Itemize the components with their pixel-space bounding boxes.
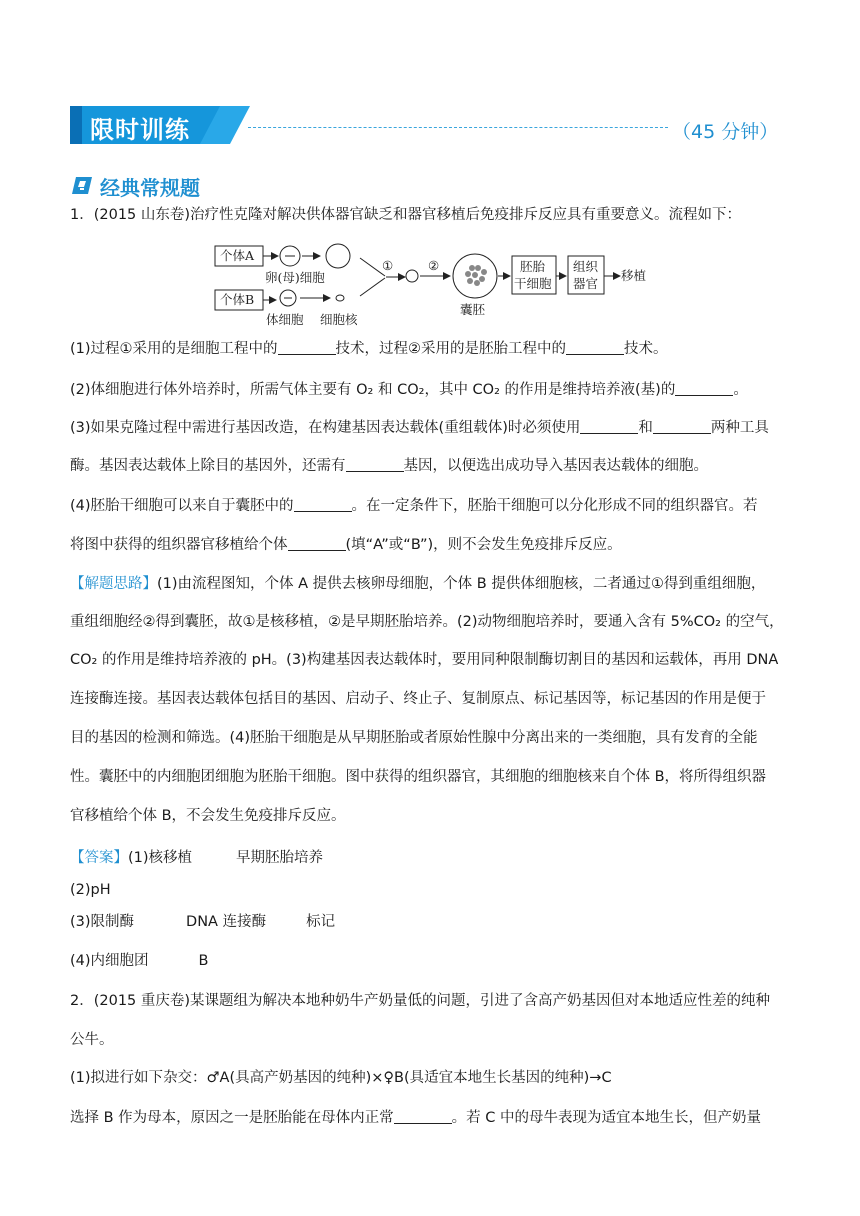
q2-stem: 2．(2015 重庆卷)某课题组为解决本地种奶牛产奶量低的问题，引进了含高产奶基因但对本地适应性差的纯种: [70, 993, 771, 1009]
blank[interactable]: [580, 419, 638, 435]
cloning-flow-diagram: [210, 238, 670, 330]
diagram-transplant: 移植: [621, 268, 647, 283]
diagram-egg-label: 卵(母)细胞: [265, 270, 325, 285]
q1-part1: (1)过程①采用的是细胞工程中的 技术，过程②采用的是胚胎工程中的 技术。: [70, 341, 668, 357]
blank[interactable]: [394, 1109, 452, 1125]
analysis-line: 连接酶连接。基因表达载体包括目的基因、启动子、终止子、复制原点、标记基因等，标记基因的作用是便于: [70, 691, 766, 707]
section-icon: [72, 174, 94, 196]
analysis-line: CO₂ 的作用是维持培养液的 pH。(3)构建基因表达载体时，要用同种限制酶切割目的基因和运载体，再用 DNA: [70, 652, 779, 668]
diagram-individual-b: 个体B: [220, 292, 255, 307]
diagram-organ-1: 组织: [573, 259, 599, 274]
q1-part2: (2)体细胞进行体外培养时，所需气体主要有 O₂ 和 CO₂，其中 CO₂ 的作用是维持培养液(基)的 。: [70, 382, 748, 398]
analysis-label: 【解题思路】: [70, 576, 157, 592]
answer-line-2: (2)pH: [70, 882, 111, 898]
section-banner-title: 限时训练: [90, 116, 190, 144]
q2-part1-cont: 选择 B 作为母本，原因之一是胚胎能在母体内正常 。若 C 中的母牛表现为适宜本地生长，但产奶量: [70, 1110, 762, 1126]
analysis-line: 重组细胞经②得到囊胚，故①是核移植，②是早期胚胎培养。(2)动物细胞培养时，要通入含有 5%CO₂ 的空气，: [70, 614, 784, 630]
diagram-step2: ②: [428, 258, 440, 273]
diagram-blastocyst: 囊胚: [460, 302, 486, 317]
diagram-stem-cell-2: 干细胞: [514, 276, 552, 291]
diagram-stem-cell-1: 胚胎: [520, 259, 546, 274]
q1-part3: (3)如果克隆过程中需进行基因改造，在构建基因表达载体(重组载体)时必须使用 和 两种工具: [70, 420, 769, 436]
analysis-line: 【解题思路】(1)由流程图知，个体 A 提供去核卵母细胞，个体 B 提供体细胞核，二者通过①得到重组细胞，: [70, 576, 766, 592]
q2-stem-cont: 公牛。: [70, 1032, 114, 1048]
blank[interactable]: [294, 497, 352, 513]
blank[interactable]: [675, 381, 733, 397]
answer-line-1: 【答案】(1)核移植 早期胚胎培养: [70, 850, 324, 866]
blank[interactable]: [653, 419, 711, 435]
diagram-step1: ①: [382, 258, 394, 273]
answer-line-3: (3)限制酶 DNA 连接酶 标记: [70, 914, 336, 930]
header-divider: [248, 127, 668, 128]
blank[interactable]: [278, 340, 336, 356]
section-title: 经典常规题: [100, 176, 200, 200]
q1-part4: (4)胚胎干细胞可以来自于囊胚中的 。在一定条件下，胚胎干细胞可以分化形成不同的组织器官。若: [70, 498, 758, 514]
answer-label: 【答案】: [70, 850, 128, 866]
blank[interactable]: [288, 536, 346, 552]
blank[interactable]: [346, 457, 404, 473]
q1-part3-cont: 酶。基因表达载体上除目的基因外，还需有 基因，以便选出成功导入基因表达载体的细胞。: [70, 458, 708, 474]
diagram-organ-2: 器官: [573, 276, 599, 291]
answer-line-4: (4)内细胞团 B: [70, 953, 209, 969]
analysis-line: 性。囊胚中的内细胞团细胞为胚胎干细胞。图中获得的组织器官，其细胞的细胞核来自个体 B，将所得组织器: [70, 769, 767, 785]
q1-part4-cont: 将图中获得的组织器官移植给个体 (填“A”或“B”)，则不会发生免疫排斥反应。: [70, 537, 622, 553]
diagram-individual-a: 个体A: [220, 248, 255, 263]
diagram-nucleus: 细胞核: [320, 312, 358, 327]
q1-stem: 1．(2015 山东卷)治疗性克隆对解决供体器官缺乏和器官移植后免疫排斥反应具有重要意义。流程如下：: [70, 207, 742, 223]
diagram-body-cell: 体细胞: [266, 312, 304, 327]
time-limit: （45 分钟）: [672, 121, 779, 143]
blank[interactable]: [566, 340, 624, 356]
analysis-line: 目的基因的检测和筛选。(4)胚胎干细胞是从早期胚胎或者原始性腺中分离出来的一类细胞，具有发育的全能: [70, 730, 758, 746]
analysis-line: 官移植给个体 B，不会发生免疫排斥反应。: [70, 808, 346, 824]
q2-part1: (1)拟进行如下杂交：♂A(具高产奶基因的纯种)×♀B(具适宜本地生长基因的纯种)→C: [70, 1070, 612, 1086]
